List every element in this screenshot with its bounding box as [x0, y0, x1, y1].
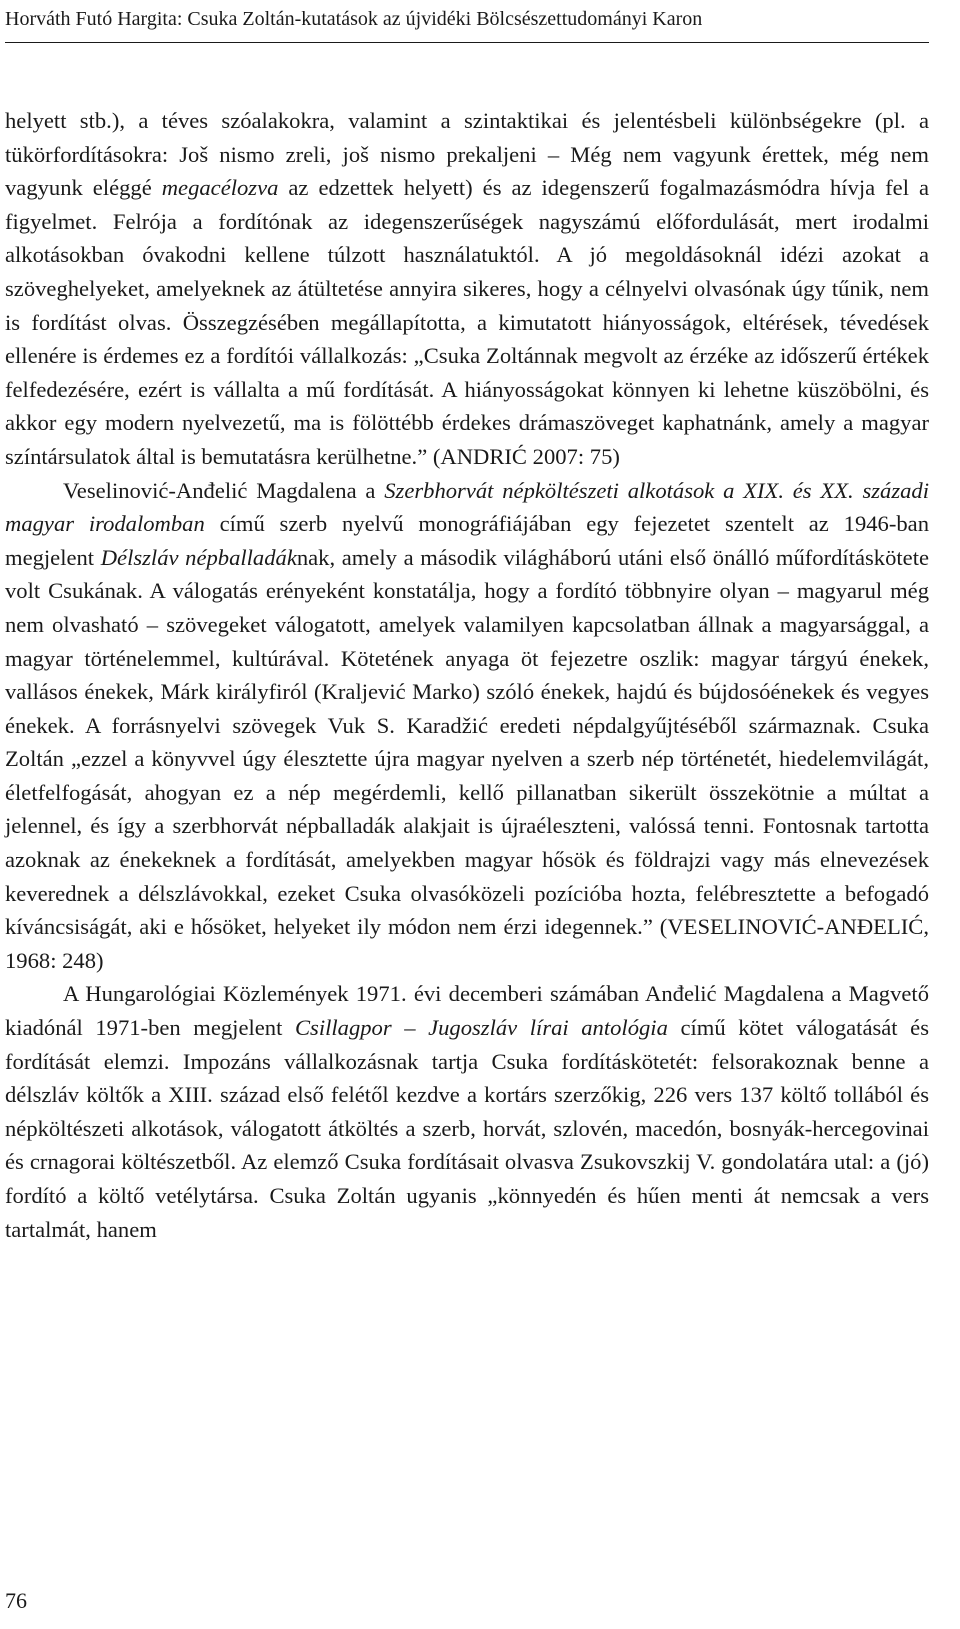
paragraph-1	[5, 104, 929, 474]
paragraph-3-italic-1: Csillagpor – Jugoszláv lírai antológia	[294, 1015, 668, 1041]
paragraph-1-italic-1: megacélozva	[161, 175, 279, 201]
running-header: Horváth Futó Hargita: Csuka Zoltán-kutatások az újvidéki Bölcsészettudományi Karon	[5, 8, 703, 30]
page-number: 76	[5, 1588, 27, 1613]
paragraph-2-text-2: című szerb nyelvű monográfiájában egy fejezetet szentelt az 1946-ban megjelent	[5, 511, 929, 570]
paragraph-2-text-1: Veselinović-Anđelić Magdalena a	[63, 477, 385, 503]
paragraph-2	[5, 474, 929, 978]
paragraph-1-text-2: az edzettek helyett) és az idegenszerű fogalmazásmódra hívja fel a figyelmet. Felrója a fordítónak az idegenszerűségek nagyszámú előfordulását, mert irodalmi alkotásokban óvakodni kellene túlzott használatuktól. A jó megoldásoknál idézi azokat a szöveghelyeket, amelyeknek az átültetése annyira sikeres, hogy a célnyelvi olvasónak úgy tűnik, nem is fordítást olvas. Összegzésében megállapította, a kimutatott hiányosságok, eltérések, tévedések ellenére is érdemes ez a fordítói vállalkozás: „Csuka Zoltánnak megvolt az érzéke az időszerű értékek felfedezésére, ezért is vállalta a mű fordítását. A hiányosságokat könnyen ki lehetne küszöbölni, és akkor egy modern nyelvezetű, ma is fölöttébb érdekes drámaszöveget kaphatnánk, amely a magyar színtársulatok által is bemutatásra kerülhetne.” (ANDRIĆ 2007: 75)	[5, 175, 929, 469]
body-text	[5, 104, 929, 1246]
paragraph-1-text-1: helyett stb.), a téves szóalakokra, valamint a szintaktikai és jelentésbeli különbségekre (pl. a tükörfordításokra: Još nismo zreli, još nismo prekaljeni – Még nem vagyunk érettek, még nem vagyunk eléggé	[5, 108, 929, 201]
header-divider	[5, 42, 929, 43]
paragraph-3	[5, 977, 929, 1246]
paragraph-3-text-2: című kötet válogatását és fordítását elemzi. Impozáns vállalkozásnak tartja Csuka fordításkötetét: felsorakoznak benne a délszláv költők a XIII. század első felétől kezdve a kortárs szerzőkig, 226 vers 137 költő tollából és népköltészeti alkotások, válogatott átköltés a szerb, horvát, szlovén, macedón, bosnyák-hercegovinai és crnagorai költészetből. Az elemző Csuka fordításait olvasva Zsukovszkij V. gondolatára utal: a (jó) fordító a költő vetélytársa. Csuka Zoltán ugyanis „könnyedén és hűen menti át nemcsak a vers tartalmát, hanem	[5, 1015, 929, 1242]
paragraph-2-text-3: nak, amely a második világháború utáni első önálló műfordításkötete volt Csukának. A válogatás erényeként konstatálja, hogy a fordító többnyire olyan – magyarul még nem olvasható – szövegeket válogatott, amelyek valamilyen kapcsolatban állnak a magyarsággal, a magyar történelemmel, kultúrával. Kötetének anyaga öt fejezetre oszlik: magyar tárgyú énekek, vallásos énekek, Márk királyfiról (Kraljević Marko) szóló énekek, hajdú és bújdosóénekek és vegyes énekek. A forrásnyelvi szövegek Vuk S. Karadžić eredeti népdalgyűjtéséből származnak. Csuka Zoltán „ezzel a könyvvel úgy élesztette újra magyar nyelven a szerb nép történetét, hiedelemvilágát, életfelfogását, ahogyan ez a nép megérdemli, kellő pillanatban sikerült összekötnie a múltat a jelennel, és így a szerbhorvát népballadák alakjait is újraéleszteni, valóssá tenni. Fontosnak tartotta azoknak az énekeknek a fordítását, amelyekben magyar hősök és földrajzi vagy más elnevezések keverednek a délszlávokkal, ezeket Csuka olvasóközeli pozícióba hozta, felébresztette a befogadó kíváncsiságát, aki e hősöket, helyeket ily módon nem érzi idegennek.” (VESELINOVIĆ-ANĐELIĆ, 1968: 248)	[5, 544, 930, 973]
paragraph-3-text-1: A Hungarológiai Közlemények 1971. évi decemberi számában Anđelić Magdalena a Magvető kiadónál 1971-ben megjelent	[5, 981, 929, 1041]
paragraph-2-italic-2: Délszláv népballadák	[100, 544, 297, 570]
paragraph-2-italic-1: Szerbhorvát népköltészeti alkotások a XIX. és XX. századi magyar irodalomban	[5, 477, 929, 537]
